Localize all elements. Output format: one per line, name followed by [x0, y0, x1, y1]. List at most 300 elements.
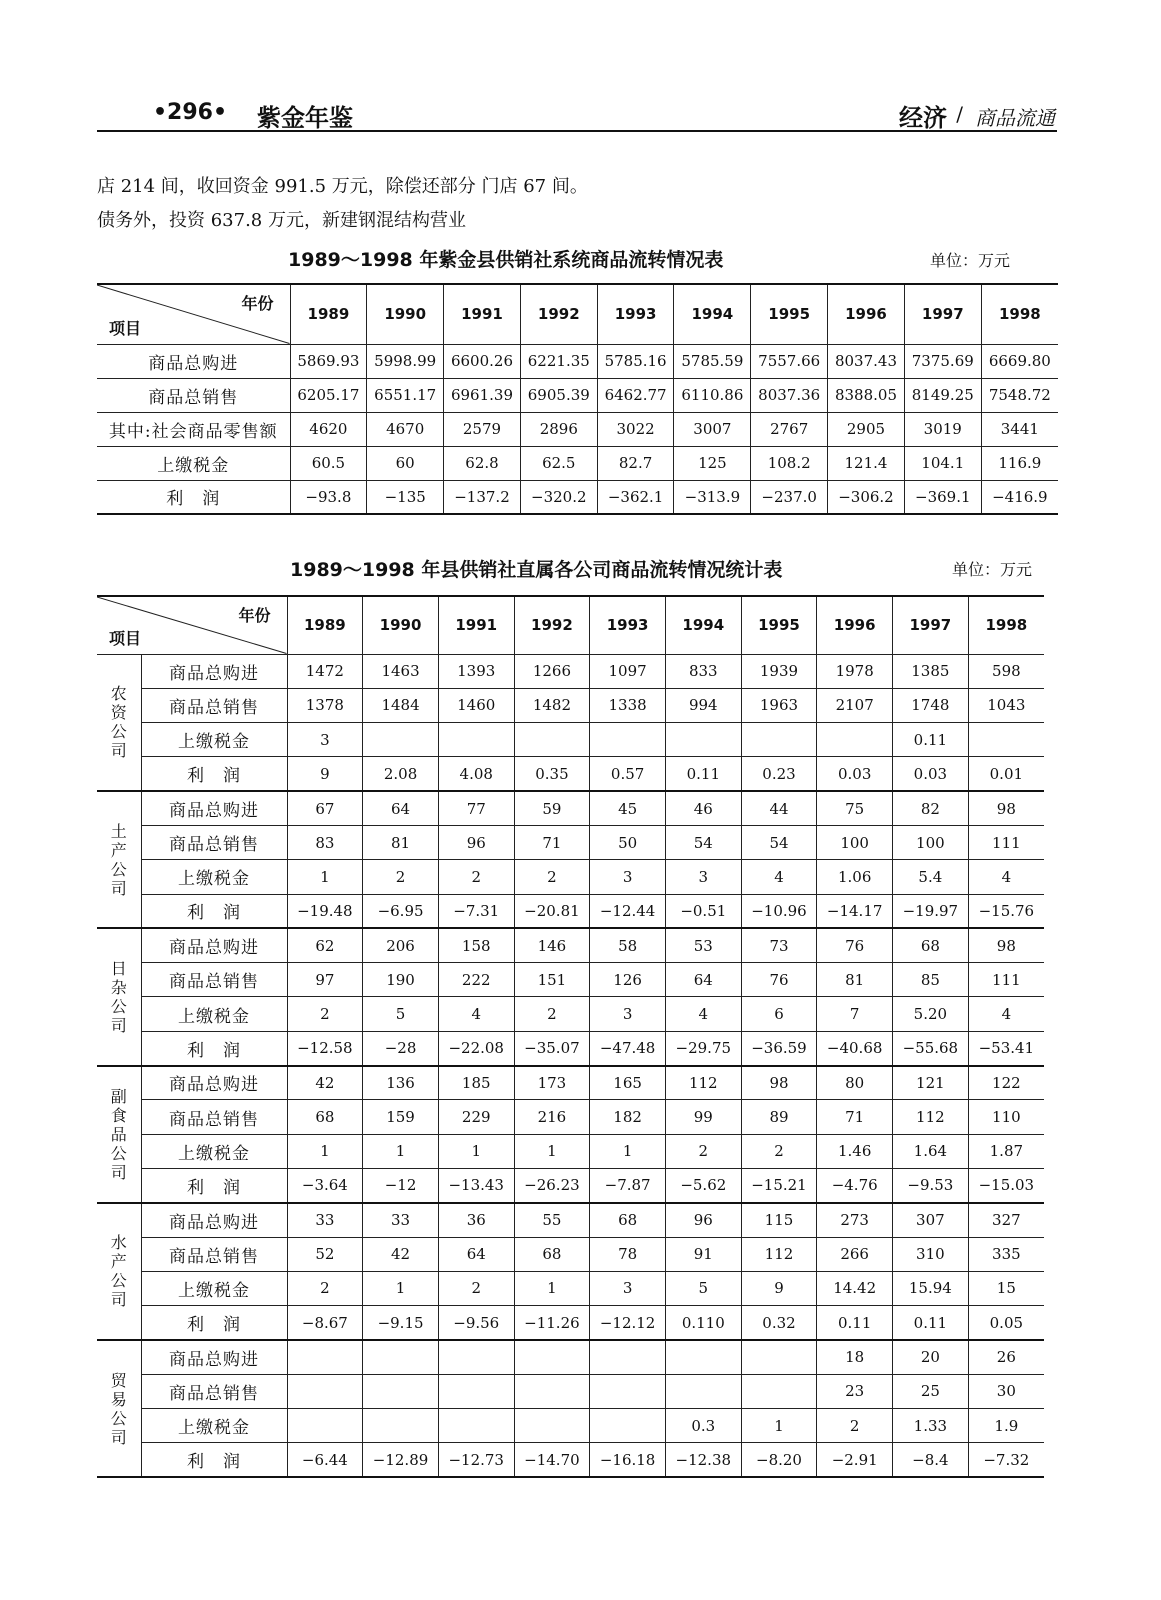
- data-cell: 4: [665, 997, 741, 1031]
- table-row: [97, 344, 1058, 378]
- data-cell: 1: [514, 1271, 590, 1305]
- year-column-header: 1996: [828, 284, 905, 344]
- table-row: [97, 1168, 1044, 1202]
- year-column-header: 1998: [968, 596, 1044, 654]
- data-cell: [514, 723, 590, 757]
- data-cell: −93.8: [290, 480, 367, 514]
- data-cell: 190: [363, 963, 439, 997]
- data-cell: 1: [514, 1134, 590, 1168]
- table-row: [97, 1237, 1044, 1271]
- data-cell: 23: [817, 1374, 893, 1408]
- data-cell: 68: [514, 1237, 590, 1271]
- data-cell: 9: [741, 1271, 817, 1305]
- year-column-header: 1991: [444, 284, 521, 344]
- data-cell: 7: [817, 997, 893, 1031]
- row-label: 上缴税金: [141, 997, 287, 1031]
- row-label: 商品总销售: [141, 1374, 287, 1408]
- table-row: [97, 654, 1044, 688]
- data-cell: −6.95: [363, 894, 439, 928]
- data-cell: 6905.39: [520, 378, 597, 412]
- data-cell: 4670: [367, 412, 444, 446]
- data-cell: 994: [665, 688, 741, 722]
- data-cell: −8.4: [893, 1443, 969, 1477]
- company-group-label: [97, 928, 141, 1065]
- data-cell: 96: [438, 825, 514, 859]
- data-cell: 2905: [828, 412, 905, 446]
- row-label: 商品总购进: [141, 654, 287, 688]
- data-cell: 30: [968, 1374, 1044, 1408]
- data-cell: −53.41: [968, 1031, 1044, 1065]
- data-cell: 33: [287, 1203, 363, 1237]
- data-cell: 8037.36: [751, 378, 828, 412]
- data-cell: 68: [893, 928, 969, 962]
- data-cell: 1748: [893, 688, 969, 722]
- data-cell: 81: [817, 963, 893, 997]
- year-column-header: 1990: [367, 284, 444, 344]
- data-cell: 1266: [514, 654, 590, 688]
- data-cell: 335: [968, 1237, 1044, 1271]
- data-cell: −19.48: [287, 894, 363, 928]
- data-cell: −29.75: [665, 1031, 741, 1065]
- data-cell: −55.68: [893, 1031, 969, 1065]
- data-cell: 1: [741, 1409, 817, 1443]
- data-cell: 8388.05: [828, 378, 905, 412]
- data-cell: 2: [665, 1134, 741, 1168]
- data-cell: −35.07: [514, 1031, 590, 1065]
- item-header: 项目: [109, 628, 142, 648]
- data-cell: 68: [590, 1203, 666, 1237]
- data-cell: 4620: [290, 412, 367, 446]
- table-row: [97, 1203, 1044, 1237]
- data-cell: 222: [438, 963, 514, 997]
- data-cell: 121.4: [828, 446, 905, 480]
- data-cell: 125: [674, 446, 751, 480]
- data-cell: −369.1: [904, 480, 981, 514]
- data-cell: 3: [590, 860, 666, 894]
- data-cell: 64: [665, 963, 741, 997]
- data-cell: 2: [287, 1271, 363, 1305]
- table-row: [97, 1306, 1044, 1340]
- data-cell: −135: [367, 480, 444, 514]
- data-cell: 116.9: [981, 446, 1058, 480]
- data-cell: 26: [968, 1340, 1044, 1374]
- data-cell: [287, 1409, 363, 1443]
- section-separator: /: [956, 102, 963, 126]
- data-cell: 2: [514, 997, 590, 1031]
- company-group-label: [97, 654, 141, 791]
- data-cell: 173: [514, 1066, 590, 1100]
- company-name: 副食品公司: [110, 1086, 127, 1182]
- data-cell: −14.17: [817, 894, 893, 928]
- data-cell: 1.46: [817, 1134, 893, 1168]
- data-cell: 126: [590, 963, 666, 997]
- data-cell: −7.31: [438, 894, 514, 928]
- data-cell: [363, 1340, 439, 1374]
- data-cell: 111: [968, 963, 1044, 997]
- data-cell: [438, 723, 514, 757]
- data-cell: 6669.80: [981, 344, 1058, 378]
- data-cell: 0.05: [968, 1306, 1044, 1340]
- data-cell: −12.58: [287, 1031, 363, 1065]
- data-cell: 0.11: [893, 1306, 969, 1340]
- data-cell: 14.42: [817, 1271, 893, 1305]
- data-cell: 151: [514, 963, 590, 997]
- data-cell: 598: [968, 654, 1044, 688]
- data-cell: −362.1: [597, 480, 674, 514]
- row-label: 上缴税金: [141, 860, 287, 894]
- data-cell: −10.96: [741, 894, 817, 928]
- data-cell: 5785.16: [597, 344, 674, 378]
- data-cell: 0.110: [665, 1306, 741, 1340]
- data-cell: 0.01: [968, 757, 1044, 791]
- data-cell: 1484: [363, 688, 439, 722]
- data-cell: 82.7: [597, 446, 674, 480]
- data-cell: [665, 1374, 741, 1408]
- data-cell: 64: [438, 1237, 514, 1271]
- data-cell: [968, 723, 1044, 757]
- subsection-title: 商品流通: [975, 106, 1055, 130]
- data-cell: 3: [590, 997, 666, 1031]
- data-cell: [363, 1409, 439, 1443]
- data-cell: 33: [363, 1203, 439, 1237]
- data-cell: 78: [590, 1237, 666, 1271]
- data-cell: 108.2: [751, 446, 828, 480]
- data-cell: 83: [287, 825, 363, 859]
- data-cell: 1.33: [893, 1409, 969, 1443]
- circulation-table: [97, 283, 1058, 515]
- data-cell: 7548.72: [981, 378, 1058, 412]
- data-cell: 80: [817, 1066, 893, 1100]
- table-row: [97, 688, 1044, 722]
- table1-corner-cell: [97, 284, 290, 344]
- data-cell: 89: [741, 1100, 817, 1134]
- data-cell: 5785.59: [674, 344, 751, 378]
- data-cell: 0.11: [817, 1306, 893, 1340]
- data-cell: 0.32: [741, 1306, 817, 1340]
- data-cell: 25: [893, 1374, 969, 1408]
- data-cell: 0.03: [893, 757, 969, 791]
- data-cell: 833: [665, 654, 741, 688]
- data-cell: 4: [968, 860, 1044, 894]
- data-cell: 5998.99: [367, 344, 444, 378]
- data-cell: 115: [741, 1203, 817, 1237]
- table-row: [97, 1340, 1044, 1374]
- data-cell: 54: [665, 825, 741, 859]
- company-group-label: [97, 791, 141, 928]
- table-row: [97, 860, 1044, 894]
- data-cell: −320.2: [520, 480, 597, 514]
- row-label: 商品总购进: [141, 1340, 287, 1374]
- data-cell: 112: [741, 1237, 817, 1271]
- data-cell: 1: [363, 1271, 439, 1305]
- data-cell: [514, 1340, 590, 1374]
- data-cell: 1378: [287, 688, 363, 722]
- data-cell: 60.5: [290, 446, 367, 480]
- data-cell: 7557.66: [751, 344, 828, 378]
- data-cell: 71: [817, 1100, 893, 1134]
- data-cell: 3: [665, 860, 741, 894]
- data-cell: 58: [590, 928, 666, 962]
- data-cell: 82: [893, 791, 969, 825]
- data-cell: 112: [665, 1066, 741, 1100]
- row-label: 商品总购进: [97, 344, 290, 378]
- data-cell: −14.70: [514, 1443, 590, 1477]
- data-cell: 68: [287, 1100, 363, 1134]
- data-cell: 0.03: [817, 757, 893, 791]
- data-cell: 3: [287, 723, 363, 757]
- company-name: 农资公司: [110, 684, 127, 761]
- row-label: 商品总销售: [141, 1100, 287, 1134]
- data-cell: −26.23: [514, 1168, 590, 1202]
- table-row: [97, 997, 1044, 1031]
- data-cell: 266: [817, 1237, 893, 1271]
- row-label: 商品总购进: [141, 928, 287, 962]
- data-cell: [363, 723, 439, 757]
- data-cell: 146: [514, 928, 590, 962]
- row-label: 商品总销售: [141, 688, 287, 722]
- row-label: 利 润: [141, 1306, 287, 1340]
- table1-header-row: [97, 284, 1058, 344]
- page-number: •296•: [153, 100, 228, 125]
- data-cell: 45: [590, 791, 666, 825]
- data-cell: −12.38: [665, 1443, 741, 1477]
- data-cell: 1482: [514, 688, 590, 722]
- table1-title: 1989～1998 年紫金县供销社系统商品流转情况表: [288, 249, 724, 271]
- company-table: [97, 595, 1044, 1478]
- table-row: [97, 928, 1044, 962]
- table-row: [97, 825, 1044, 859]
- row-label: 商品总购进: [141, 1203, 287, 1237]
- data-cell: 8037.43: [828, 344, 905, 378]
- data-cell: −16.18: [590, 1443, 666, 1477]
- data-cell: 64: [363, 791, 439, 825]
- data-cell: −28: [363, 1031, 439, 1065]
- data-cell: 104.1: [904, 446, 981, 480]
- data-cell: 100: [893, 825, 969, 859]
- year-column-header: 1997: [893, 596, 969, 654]
- company-name: 水产公司: [110, 1233, 127, 1310]
- data-cell: −12.12: [590, 1306, 666, 1340]
- data-cell: 36: [438, 1203, 514, 1237]
- data-cell: 5.4: [893, 860, 969, 894]
- data-cell: 0.11: [893, 723, 969, 757]
- data-cell: 75: [817, 791, 893, 825]
- data-cell: 7375.69: [904, 344, 981, 378]
- data-cell: [438, 1374, 514, 1408]
- data-cell: 98: [968, 928, 1044, 962]
- year-column-header: 1992: [514, 596, 590, 654]
- data-cell: −0.51: [665, 894, 741, 928]
- data-cell: [590, 1374, 666, 1408]
- data-cell: 3019: [904, 412, 981, 446]
- data-cell: [438, 1340, 514, 1374]
- data-cell: 3441: [981, 412, 1058, 446]
- data-cell: 2: [817, 1409, 893, 1443]
- data-cell: −4.76: [817, 1168, 893, 1202]
- data-cell: 3: [590, 1271, 666, 1305]
- year-column-header: 1994: [674, 284, 751, 344]
- data-cell: 2107: [817, 688, 893, 722]
- company-group-label: [97, 1203, 141, 1340]
- data-cell: 6205.17: [290, 378, 367, 412]
- table2-unit: 单位：万元: [952, 560, 1033, 579]
- data-cell: 52: [287, 1237, 363, 1271]
- data-cell: 1: [438, 1134, 514, 1168]
- data-cell: −19.97: [893, 894, 969, 928]
- table-row: [97, 757, 1044, 791]
- data-cell: 9: [287, 757, 363, 791]
- data-cell: 6110.86: [674, 378, 751, 412]
- data-cell: 1393: [438, 654, 514, 688]
- year-column-header: 1995: [741, 596, 817, 654]
- data-cell: 1.87: [968, 1134, 1044, 1168]
- data-cell: 1: [287, 860, 363, 894]
- year-column-header: 1991: [438, 596, 514, 654]
- data-cell: 6462.77: [597, 378, 674, 412]
- row-label: 利 润: [141, 757, 287, 791]
- data-cell: 5: [363, 997, 439, 1031]
- data-cell: 0.23: [741, 757, 817, 791]
- data-cell: 2: [287, 997, 363, 1031]
- company-group-label: [97, 1340, 141, 1477]
- data-cell: −9.15: [363, 1306, 439, 1340]
- data-cell: −12.73: [438, 1443, 514, 1477]
- data-cell: 307: [893, 1203, 969, 1237]
- row-label: 利 润: [141, 1168, 287, 1202]
- data-cell: 4.08: [438, 757, 514, 791]
- data-cell: 2.08: [363, 757, 439, 791]
- row-label: 商品总购进: [141, 1066, 287, 1100]
- data-cell: −8.67: [287, 1306, 363, 1340]
- data-cell: 158: [438, 928, 514, 962]
- data-cell: 110: [968, 1100, 1044, 1134]
- table-row: [97, 1443, 1044, 1477]
- data-cell: 1043: [968, 688, 1044, 722]
- data-cell: 159: [363, 1100, 439, 1134]
- data-cell: 50: [590, 825, 666, 859]
- table-row: [97, 1271, 1044, 1305]
- table-row: [97, 963, 1044, 997]
- company-name: 土产公司: [110, 821, 127, 898]
- data-cell: −416.9: [981, 480, 1058, 514]
- data-cell: −9.56: [438, 1306, 514, 1340]
- data-cell: 229: [438, 1100, 514, 1134]
- data-cell: 1460: [438, 688, 514, 722]
- data-cell: 216: [514, 1100, 590, 1134]
- data-cell: 2: [363, 860, 439, 894]
- row-label: 利 润: [141, 1031, 287, 1065]
- data-cell: −5.62: [665, 1168, 741, 1202]
- data-cell: 6551.17: [367, 378, 444, 412]
- row-label: 商品总销售: [141, 963, 287, 997]
- table2-corner-cell: [97, 596, 287, 654]
- data-cell: 5: [665, 1271, 741, 1305]
- data-cell: −15.21: [741, 1168, 817, 1202]
- data-cell: 99: [665, 1100, 741, 1134]
- data-cell: [363, 1374, 439, 1408]
- data-cell: −6.44: [287, 1443, 363, 1477]
- row-label: 上缴税金: [141, 1409, 287, 1443]
- data-cell: 1: [363, 1134, 439, 1168]
- data-cell: 85: [893, 963, 969, 997]
- year-column-header: 1997: [904, 284, 981, 344]
- data-cell: 5.20: [893, 997, 969, 1031]
- data-cell: 1.64: [893, 1134, 969, 1168]
- data-cell: 60: [367, 446, 444, 480]
- data-cell: 15: [968, 1271, 1044, 1305]
- data-cell: 62.5: [520, 446, 597, 480]
- data-cell: 44: [741, 791, 817, 825]
- page-header: [97, 96, 1057, 132]
- data-cell: 46: [665, 791, 741, 825]
- table-row: [97, 1100, 1044, 1134]
- data-cell: 0.3: [665, 1409, 741, 1443]
- data-cell: 2: [438, 860, 514, 894]
- data-cell: 327: [968, 1203, 1044, 1237]
- data-cell: 2: [514, 860, 590, 894]
- data-cell: 55: [514, 1203, 590, 1237]
- data-cell: 136: [363, 1066, 439, 1100]
- table1-unit: 单位：万元: [930, 251, 1011, 270]
- data-cell: 3022: [597, 412, 674, 446]
- data-cell: 15.94: [893, 1271, 969, 1305]
- data-cell: 18: [817, 1340, 893, 1374]
- table-row: [97, 1031, 1044, 1065]
- data-cell: 2896: [520, 412, 597, 446]
- year-column-header: 1992: [520, 284, 597, 344]
- data-cell: 100: [817, 825, 893, 859]
- data-cell: −2.91: [817, 1443, 893, 1477]
- data-cell: 310: [893, 1237, 969, 1271]
- data-cell: 1463: [363, 654, 439, 688]
- table-row: [97, 894, 1044, 928]
- data-cell: [287, 1374, 363, 1408]
- intro-line-2: 债务外，投资 637.8 万元，新建钢混结构营业: [97, 210, 466, 231]
- data-cell: −20.81: [514, 894, 590, 928]
- data-cell: [665, 1340, 741, 1374]
- data-cell: −12.89: [363, 1443, 439, 1477]
- year-column-header: 1994: [665, 596, 741, 654]
- data-cell: 91: [665, 1237, 741, 1271]
- data-cell: 77: [438, 791, 514, 825]
- table-row: [97, 1409, 1044, 1443]
- data-cell: 0.57: [590, 757, 666, 791]
- data-cell: 2: [438, 1271, 514, 1305]
- data-cell: 6600.26: [444, 344, 521, 378]
- data-cell: 62: [287, 928, 363, 962]
- data-cell: 111: [968, 825, 1044, 859]
- data-cell: −137.2: [444, 480, 521, 514]
- data-cell: 112: [893, 1100, 969, 1134]
- data-cell: 0.11: [665, 757, 741, 791]
- data-cell: [590, 723, 666, 757]
- data-cell: −15.03: [968, 1168, 1044, 1202]
- data-cell: −11.26: [514, 1306, 590, 1340]
- data-cell: 165: [590, 1066, 666, 1100]
- row-label: 上缴税金: [141, 1134, 287, 1168]
- data-cell: 4: [968, 997, 1044, 1031]
- data-cell: [287, 1340, 363, 1374]
- data-cell: 6221.35: [520, 344, 597, 378]
- data-cell: −7.87: [590, 1168, 666, 1202]
- data-cell: 0.35: [514, 757, 590, 791]
- data-cell: 1.9: [968, 1409, 1044, 1443]
- data-cell: −8.20: [741, 1443, 817, 1477]
- table2-header-row: [97, 596, 1044, 654]
- intro-line-1: 店 214 间，收回资金 991.5 万元，除偿还部分 门店 67 间。: [97, 176, 588, 197]
- data-cell: 5869.93: [290, 344, 367, 378]
- data-cell: [741, 1340, 817, 1374]
